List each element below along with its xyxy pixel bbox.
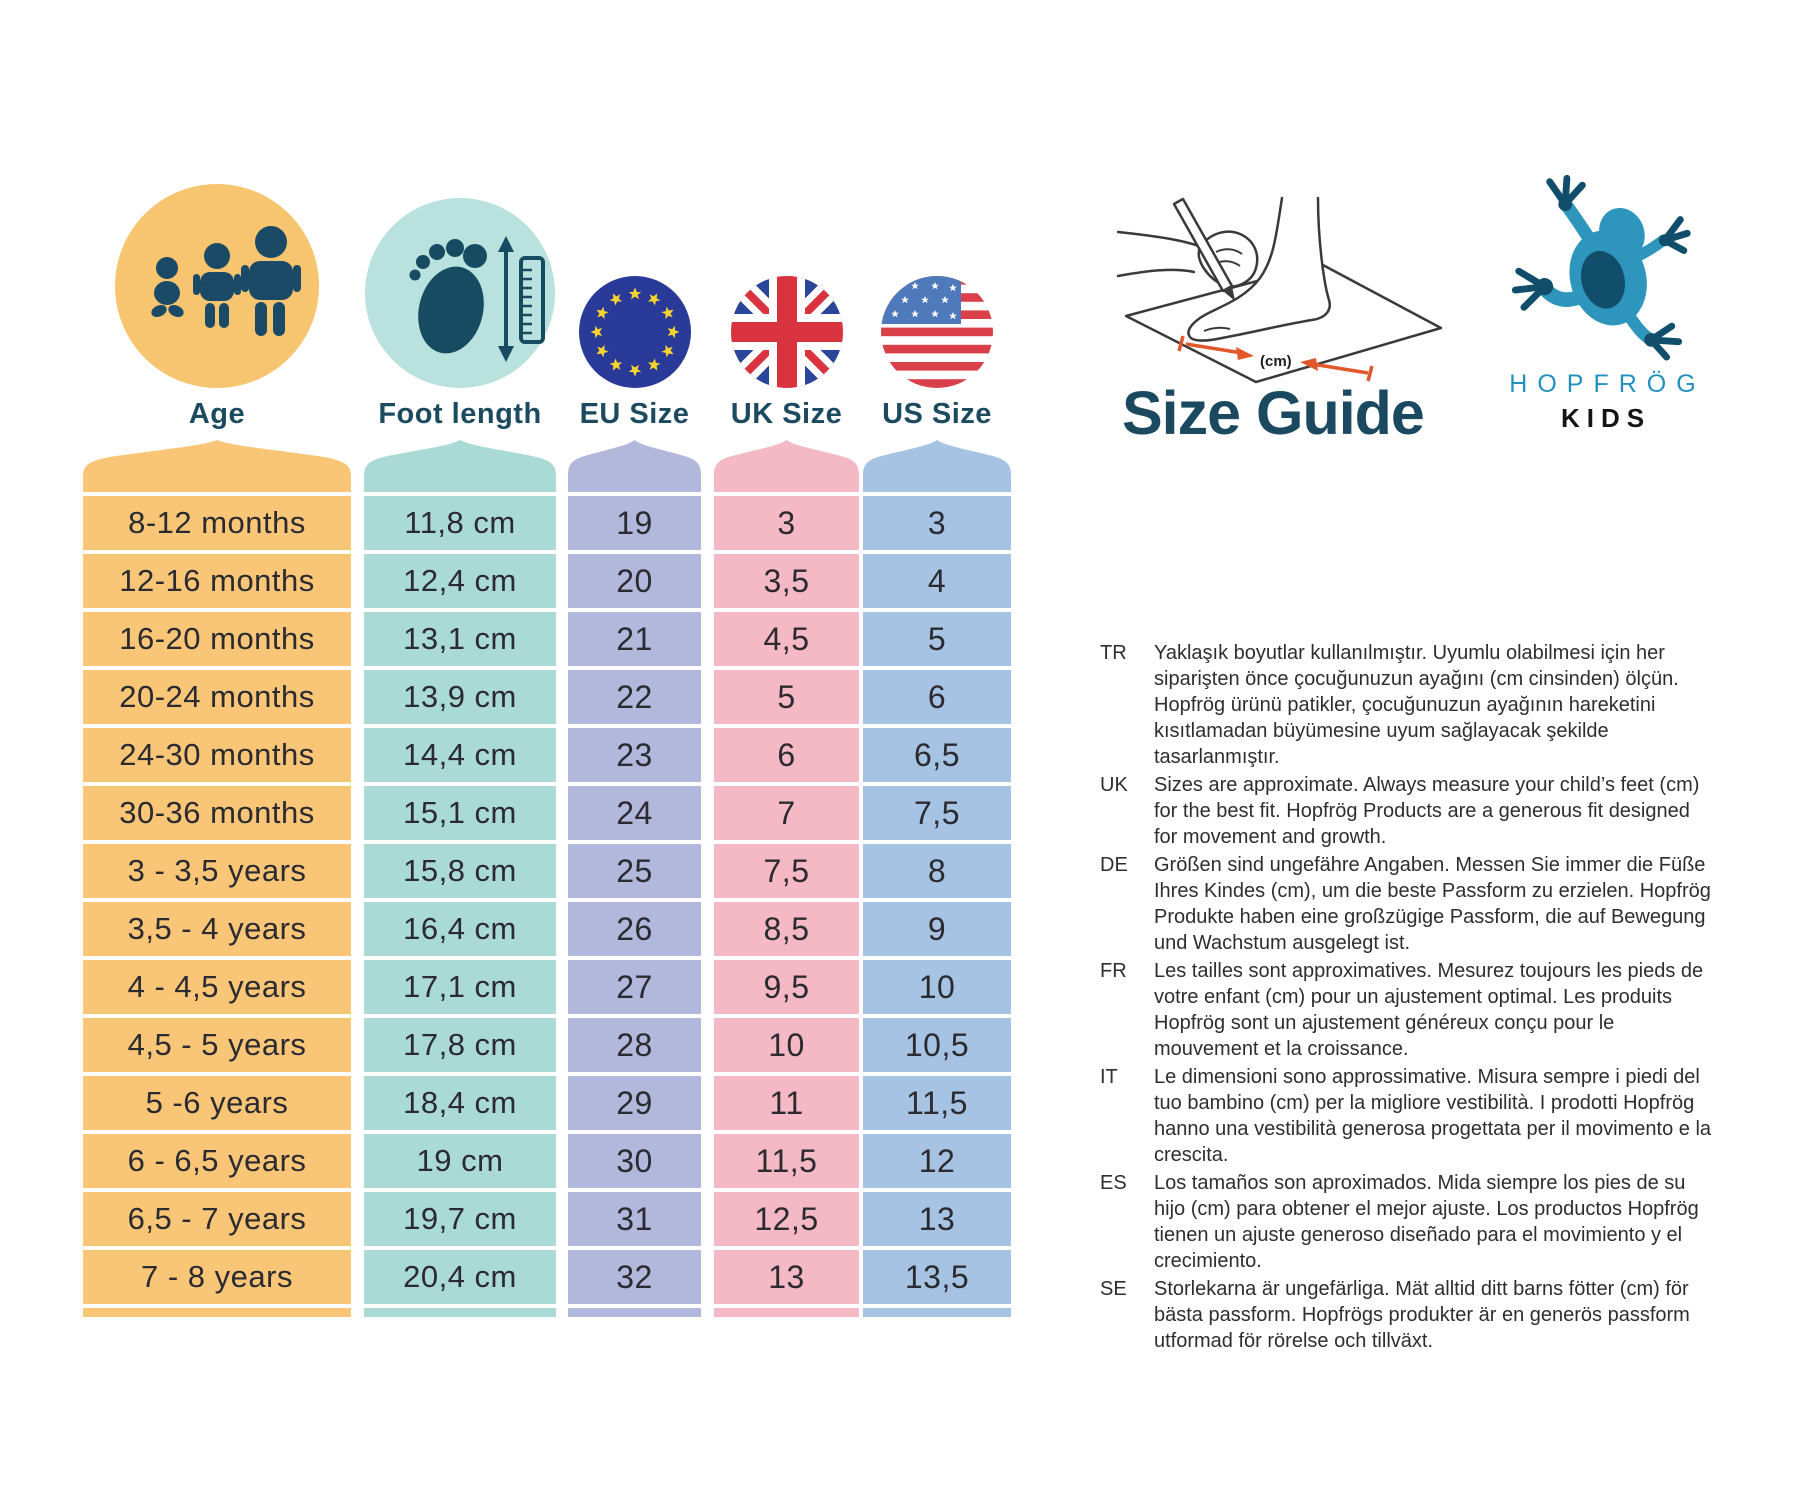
table-cell-eu: 31 xyxy=(568,1192,701,1246)
table-cell-uk: 4,5 xyxy=(714,612,859,666)
table-cell-foot: 14,4 cm xyxy=(364,728,556,782)
note-fr xyxy=(1100,958,1716,1062)
note-language-code: IT xyxy=(1100,1066,1118,1088)
table-cell-age: 20-24 months xyxy=(83,670,351,724)
table-cell-age: 30-36 months xyxy=(83,786,351,840)
table-cell-age: 6 - 6,5 years xyxy=(83,1134,351,1188)
table-cell-us: 5 xyxy=(863,612,1011,666)
note-text: Los tamaños son aproximados. Mida siempre los pies de su hijo (cm) para obtener el mejor ajuste. Los productos Hopfrög tienen un ajuste generoso diseñado para el movimiento y el crecimiento. xyxy=(1154,1172,1699,1272)
table-cell-eu: 27 xyxy=(568,960,701,1014)
table-cell-us: 9 xyxy=(863,902,1011,956)
table-cell-age: 8-12 months xyxy=(83,496,351,550)
uk-cells xyxy=(714,492,859,1317)
table-cell-uk: 5 xyxy=(714,670,859,724)
us-size-column-label: US Size xyxy=(882,397,992,430)
table-cell-foot: 13,1 cm xyxy=(364,612,556,666)
eu-column-header-arch xyxy=(568,440,701,492)
eu-cells xyxy=(568,492,701,1317)
foot-column-header-arch xyxy=(364,440,556,492)
eu-flag-icon xyxy=(579,276,691,388)
table-cell-uk: 7 xyxy=(714,786,859,840)
note-language-code: ES xyxy=(1100,1172,1127,1194)
us-flag-icon xyxy=(881,276,993,388)
age-column-header-arch xyxy=(83,440,351,492)
table-cell-uk: 12,5 xyxy=(714,1192,859,1246)
note-language-code: FR xyxy=(1100,960,1127,982)
us-icon-zone xyxy=(863,0,1011,388)
table-cell-us: 6,5 xyxy=(863,728,1011,782)
table-cell-age: 7 - 8 years xyxy=(83,1250,351,1304)
table-cell-eu: 24 xyxy=(568,786,701,840)
table-cell-age: 16-20 months xyxy=(83,612,351,666)
table-cell-us: 13 xyxy=(863,1192,1011,1246)
age-column-label: Age xyxy=(188,397,246,430)
table-cut-off-row xyxy=(364,1308,556,1317)
table-cell-us: 11,5 xyxy=(863,1076,1011,1130)
table-cut-off-row xyxy=(714,1308,859,1317)
table-cell-uk: 13 xyxy=(714,1250,859,1304)
uk-size-column-label: UK Size xyxy=(730,397,843,430)
note-tr xyxy=(1100,640,1716,770)
age-people-icon xyxy=(115,184,319,388)
note-text: Sizes are approximate. Always measure your child’s feet (cm) for the best fit. Hopfrög Products are a generous fit designed for movement and growth. xyxy=(1154,774,1700,848)
table-cell-foot: 15,1 cm xyxy=(364,786,556,840)
table-cell-eu: 28 xyxy=(568,1018,701,1072)
table-cell-uk: 11,5 xyxy=(714,1134,859,1188)
table-cell-foot: 11,8 cm xyxy=(364,496,556,550)
table-cell-age: 24-30 months xyxy=(83,728,351,782)
table-cut-off-row xyxy=(863,1308,1011,1317)
table-cell-eu: 20 xyxy=(568,554,701,608)
uk-flag-icon xyxy=(731,276,843,388)
note-text: Les tailles sont approximatives. Mesurez toujours les pieds de votre enfant (cm) pour un ajustement optimal. Les produits Hopfrög sont un ajustement généreux conçu pour le mouvement et la croissance. xyxy=(1154,960,1704,1060)
note-uk xyxy=(1100,772,1716,850)
note-text: Storlekarna är ungefärliga. Mät alltid ditt barns fötter (cm) för bästa passform. Hopfrögs produkter är en generös passform utformad för rörelse och tillväxt. xyxy=(1154,1278,1690,1352)
note-language-code: DE xyxy=(1100,854,1128,876)
note-de xyxy=(1100,852,1716,956)
table-cell-age: 6,5 - 7 years xyxy=(83,1192,351,1246)
note-text: Größen sind ungefähre Angaben. Messen Sie immer die Füße Ihres Kindes (cm), um die beste Passform zu erzielen. Hopfrög Produkte haben eine großzügige Passform, die auf Bewegung und Wachstum ausgelegt ist. xyxy=(1154,854,1711,954)
table-cell-foot: 20,4 cm xyxy=(364,1250,556,1304)
foot-length-icon xyxy=(365,198,555,388)
note-it xyxy=(1100,1064,1716,1168)
table-cell-foot: 16,4 cm xyxy=(364,902,556,956)
table-cell-eu: 21 xyxy=(568,612,701,666)
note-language-code: TR xyxy=(1100,642,1127,664)
table-cell-foot: 15,8 cm xyxy=(364,844,556,898)
table-cell-eu: 23 xyxy=(568,728,701,782)
table-cut-off-row xyxy=(83,1308,351,1317)
table-cell-us: 3 xyxy=(863,496,1011,550)
eu-icon-zone xyxy=(568,0,701,388)
table-cell-eu: 26 xyxy=(568,902,701,956)
table-cell-age: 4 - 4,5 years xyxy=(83,960,351,1014)
table-cell-eu: 30 xyxy=(568,1134,701,1188)
table-cell-foot: 19,7 cm xyxy=(364,1192,556,1246)
table-cell-age: 12-16 months xyxy=(83,554,351,608)
note-language-code: UK xyxy=(1100,774,1128,796)
table-cell-eu: 32 xyxy=(568,1250,701,1304)
table-cell-uk: 3 xyxy=(714,496,859,550)
table-cut-off-row xyxy=(568,1308,701,1317)
table-column-age xyxy=(83,0,351,1317)
brand-sub-name: KIDS xyxy=(1560,403,1652,433)
table-cell-eu: 25 xyxy=(568,844,701,898)
brand-name: HOPFRÖG xyxy=(1509,370,1706,398)
table-cell-us: 4 xyxy=(863,554,1011,608)
age-cells xyxy=(83,492,351,1317)
table-column-us xyxy=(863,0,1011,1317)
foot-icon-zone xyxy=(364,0,556,388)
table-cell-foot: 17,1 cm xyxy=(364,960,556,1014)
foot-measuring-illustration xyxy=(1116,196,1448,384)
uk-icon-zone xyxy=(714,0,859,388)
note-language-code: SE xyxy=(1100,1278,1127,1300)
hopfrog-kids-logo xyxy=(1495,168,1710,434)
table-cell-uk: 10 xyxy=(714,1018,859,1072)
table-cell-uk: 7,5 xyxy=(714,844,859,898)
table-cell-age: 4,5 - 5 years xyxy=(83,1018,351,1072)
table-cell-uk: 8,5 xyxy=(714,902,859,956)
table-cell-us: 8 xyxy=(863,844,1011,898)
age-icon-zone xyxy=(83,0,351,388)
table-cell-uk: 11 xyxy=(714,1076,859,1130)
foot-cells xyxy=(364,492,556,1317)
table-cell-us: 10,5 xyxy=(863,1018,1011,1072)
table-cell-uk: 6 xyxy=(714,728,859,782)
table-cell-foot: 13,9 cm xyxy=(364,670,556,724)
table-cell-foot: 18,4 cm xyxy=(364,1076,556,1130)
table-column-foot-length xyxy=(364,0,556,1317)
cm-unit-label: (cm) xyxy=(1260,353,1292,370)
table-cell-uk: 3,5 xyxy=(714,554,859,608)
table-column-eu xyxy=(568,0,701,1317)
note-text: Le dimensioni sono approssimative. Misura sempre i piedi del tuo bambino (cm) per la migliore vestibilità. I prodotti Hopfrög hanno una vestibilità generosa progettata per il movimento e la crescita. xyxy=(1154,1066,1712,1166)
frog-icon xyxy=(1503,168,1703,364)
table-cell-us: 10 xyxy=(863,960,1011,1014)
table-cell-age: 3,5 - 4 years xyxy=(83,902,351,956)
table-cell-eu: 19 xyxy=(568,496,701,550)
eu-size-column-label: EU Size xyxy=(579,397,690,430)
table-cell-foot: 12,4 cm xyxy=(364,554,556,608)
notes-list xyxy=(1100,640,1716,1356)
table-cell-eu: 29 xyxy=(568,1076,701,1130)
table-cell-us: 7,5 xyxy=(863,786,1011,840)
table-cell-age: 3 - 3,5 years xyxy=(83,844,351,898)
foot-length-column-label: Foot length xyxy=(378,397,542,430)
page-title: Size Guide xyxy=(1122,379,1424,447)
note-es xyxy=(1100,1170,1716,1274)
note-se xyxy=(1100,1276,1716,1354)
table-cell-foot: 17,8 cm xyxy=(364,1018,556,1072)
us-cells xyxy=(863,492,1011,1317)
table-column-uk xyxy=(714,0,859,1317)
note-text: Yaklaşık boyutlar kullanılmıştır. Uyumlu olabilmesi için her siparişten önce çocuğunuzun ayağını (cm cinsinden) ölçün. Hopfrög ürünü patikler, çocuğunuzun ayağının hareketini kısıtlamadan büyümesine uyum sağlayacak şekilde tasarlanmıştır. xyxy=(1154,642,1679,768)
table-cell-foot: 19 cm xyxy=(364,1134,556,1188)
table-cell-eu: 22 xyxy=(568,670,701,724)
table-cell-us: 12 xyxy=(863,1134,1011,1188)
table-cell-us: 13,5 xyxy=(863,1250,1011,1304)
table-cell-age: 5 -6 years xyxy=(83,1076,351,1130)
size-table xyxy=(83,0,1013,1500)
table-cell-uk: 9,5 xyxy=(714,960,859,1014)
uk-column-header-arch xyxy=(714,440,859,492)
table-cell-us: 6 xyxy=(863,670,1011,724)
us-column-header-arch xyxy=(863,440,1011,492)
